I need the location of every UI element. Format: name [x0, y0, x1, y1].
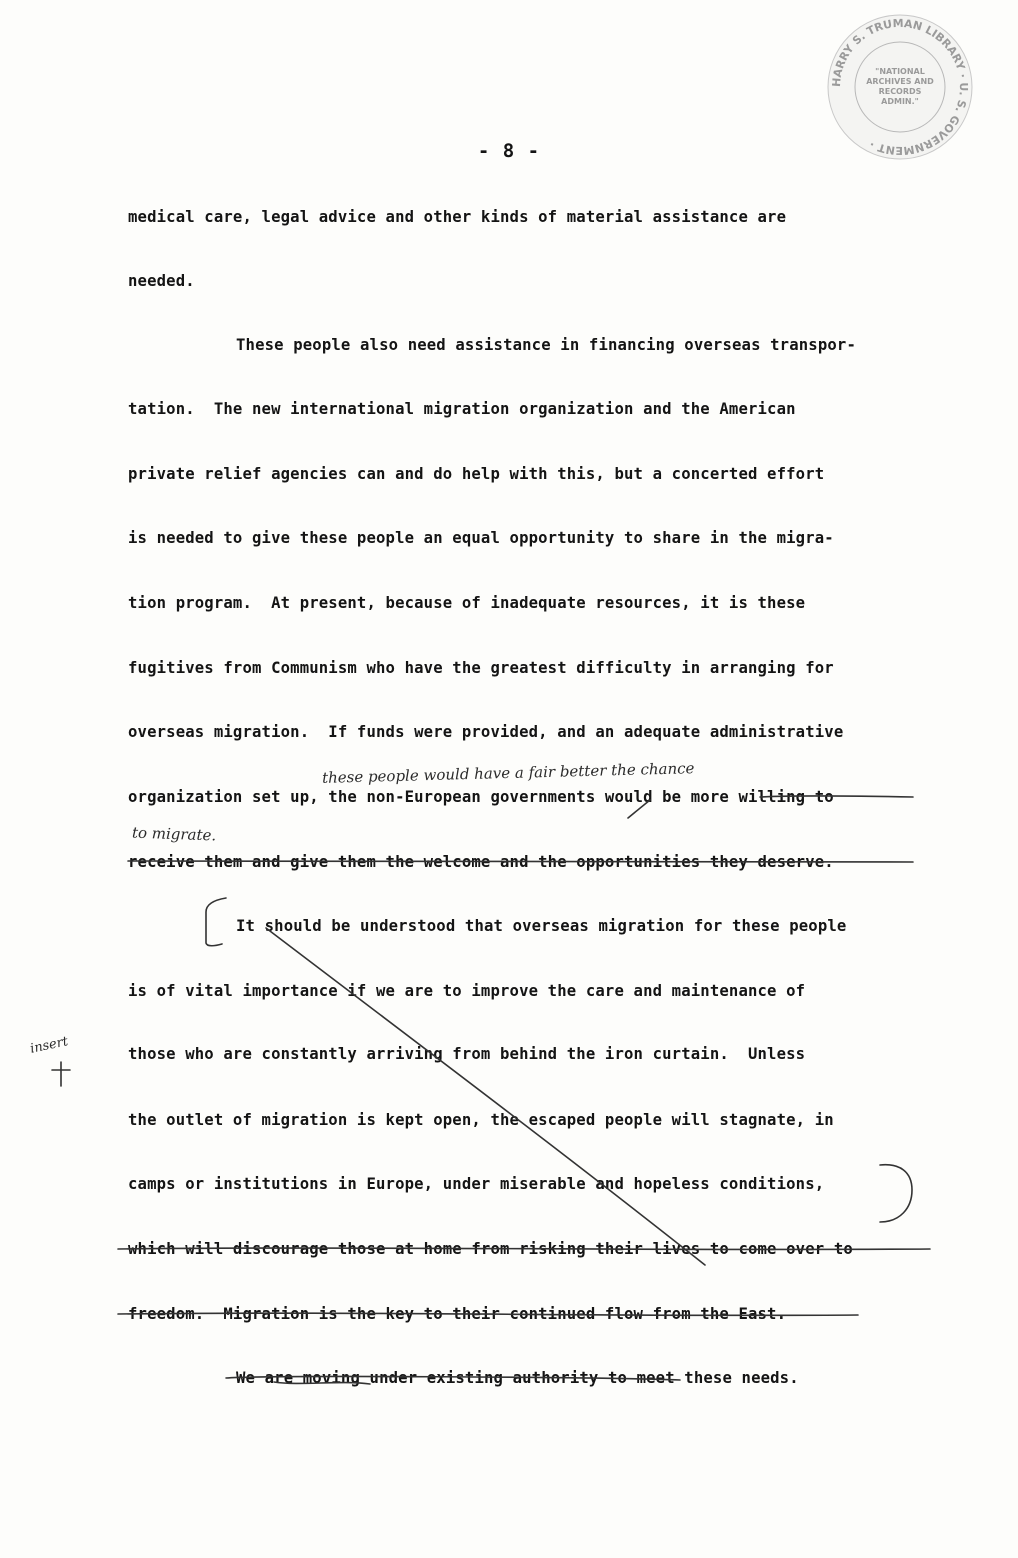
- body-text-line: is needed to give these people an equal opportunity to share in the migra-: [128, 529, 834, 547]
- stamp-center-line: RECORDS: [878, 87, 922, 96]
- strikethrough-mark: [128, 860, 913, 862]
- body-text-line: those who are constantly arriving from behind the iron curtain. Unless: [128, 1045, 806, 1063]
- body-text-line: We are moving under existing authority to meet these needs.: [236, 1369, 799, 1387]
- body-text-line: needed.: [128, 272, 195, 290]
- handwritten-insertion: these people would have a fair better the chance: [321, 759, 695, 787]
- strikethrough-mark: [118, 1313, 858, 1315]
- body-text-line: tion program. At present, because of inadequate resources, it is these: [128, 594, 806, 612]
- body-text-line: receive them and give them the welcome and the opportunities they deserve.: [128, 853, 834, 871]
- body-text-line: which will discourage those at home from risking their lives to come over to: [128, 1240, 853, 1258]
- body-text-line: is of vital importance if we are to improve the care and maintenance of: [128, 982, 806, 1000]
- body-text-line: fugitives from Communism who have the greatest difficulty in arranging for: [128, 659, 834, 677]
- body-text-line: tation. The new international migration organization and the American: [128, 400, 796, 418]
- stamp-center-line: ADMIN.": [881, 97, 919, 106]
- margin-note: insert: [28, 1034, 70, 1057]
- body-text-line: freedom. Migration is the key to their continued flow from the East.: [128, 1305, 787, 1323]
- close-bracket-mark: [880, 1165, 912, 1222]
- body-text-line: overseas migration. If funds were provided, and an adequate administrative: [128, 723, 844, 741]
- body-text-line: camps or institutions in Europe, under miserable and hopeless conditions,: [128, 1175, 825, 1193]
- page-number: - 8 -: [477, 140, 541, 162]
- body-text-line: It should be understood that overseas migration for these people: [236, 917, 847, 935]
- open-bracket-mark: [206, 898, 226, 946]
- strikethrough-mark: [274, 1382, 370, 1384]
- stamp-ring-text: HARRY S. TRUMAN LIBRARY · U. S. GOVERNMENT ·: [829, 16, 971, 158]
- body-text-line: organization set up, the non-European governments would be more willing to: [128, 788, 834, 806]
- stamp-center-line: ARCHIVES AND: [866, 77, 934, 86]
- handwritten-insertion: to migrate.: [131, 823, 217, 845]
- body-text-line: medical care, legal advice and other kinds of material assistance are: [128, 208, 787, 226]
- strikethrough-mark: [226, 1377, 680, 1380]
- strikethrough-mark: [760, 796, 913, 797]
- body-text-line: These people also need assistance in financing overseas transpor-: [236, 336, 856, 354]
- body-text-line: the outlet of migration is kept open, the escaped people will stagnate, in: [128, 1111, 834, 1129]
- deletion-diagonal-mark: [266, 928, 705, 1265]
- body-text-line: private relief agencies can and do help with this, but a concerted effort: [128, 465, 825, 483]
- stamp-center-line: "NATIONAL: [875, 67, 925, 76]
- strikethrough-mark: [118, 1248, 930, 1249]
- plus-mark: [52, 1062, 70, 1086]
- caret-mark: [628, 800, 650, 818]
